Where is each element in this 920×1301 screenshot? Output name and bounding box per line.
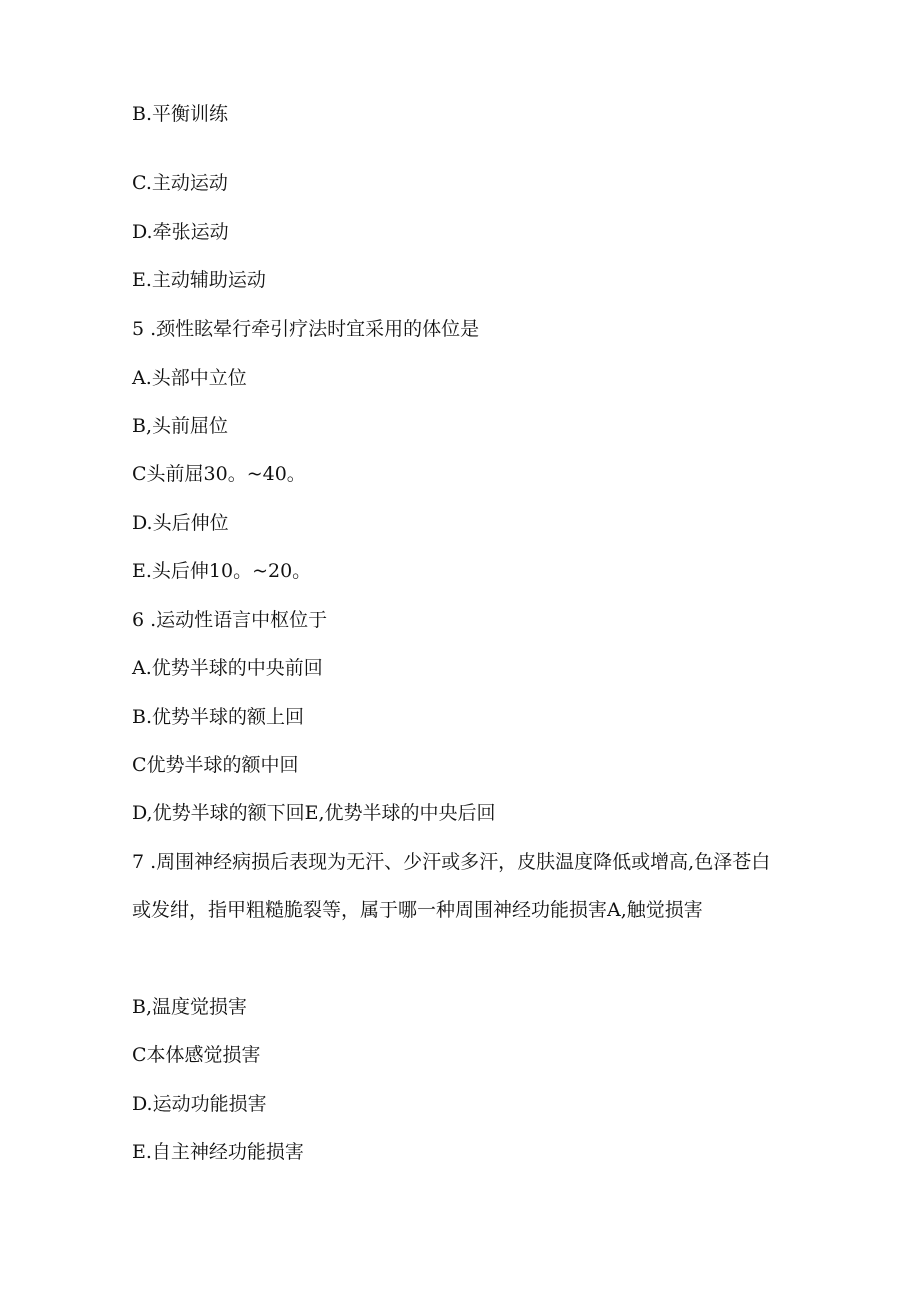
q6-option-d-e: D,优势半球的额下回E,优势半球的中央后回: [132, 802, 496, 824]
q6-option-c: C优势半球的额中回: [132, 754, 299, 776]
q6-option-b: B.优势半球的额上回: [132, 706, 305, 728]
q5-option-d: D.头后伸位: [132, 512, 229, 534]
q6-option-a: A.优势半球的中央前回: [132, 657, 323, 679]
option-e-active-assisted-exercise: E.主动辅助运动: [132, 269, 266, 291]
q5-option-c: C头前屈30。~40。: [132, 463, 306, 485]
q7-option-e: E.自主神经功能损害: [132, 1141, 304, 1163]
option-c-active-exercise: C.主动运动: [132, 172, 228, 194]
question-5: 5 .颈性眩晕行牵引疗法时宜采用的体位是: [132, 318, 480, 340]
q5-option-b: B,头前屈位: [132, 415, 229, 437]
option-d-stretching-exercise: D.牵张运动: [132, 221, 229, 243]
question-6: 6 .运动性语言中枢位于: [132, 609, 328, 631]
q5-option-e: E.头后伸10。~20。: [132, 560, 312, 582]
q5-option-a: A.头部中立位: [132, 367, 247, 389]
q7-option-c: C本体感觉损害: [132, 1044, 261, 1066]
question-7: 7 .周围神经病损后表现为无汗、少汗或多汗，皮肤温度降低或增高,色泽苍白或发绀，指甲粗糙脆裂等，属于哪一种周围神经功能损害A,触觉损害: [132, 851, 771, 921]
q7-option-d: D.运动功能损害: [132, 1093, 267, 1115]
option-b-balance-training: B.平衡训练: [132, 103, 229, 125]
q7-option-b: B,温度觉损害: [132, 996, 248, 1018]
